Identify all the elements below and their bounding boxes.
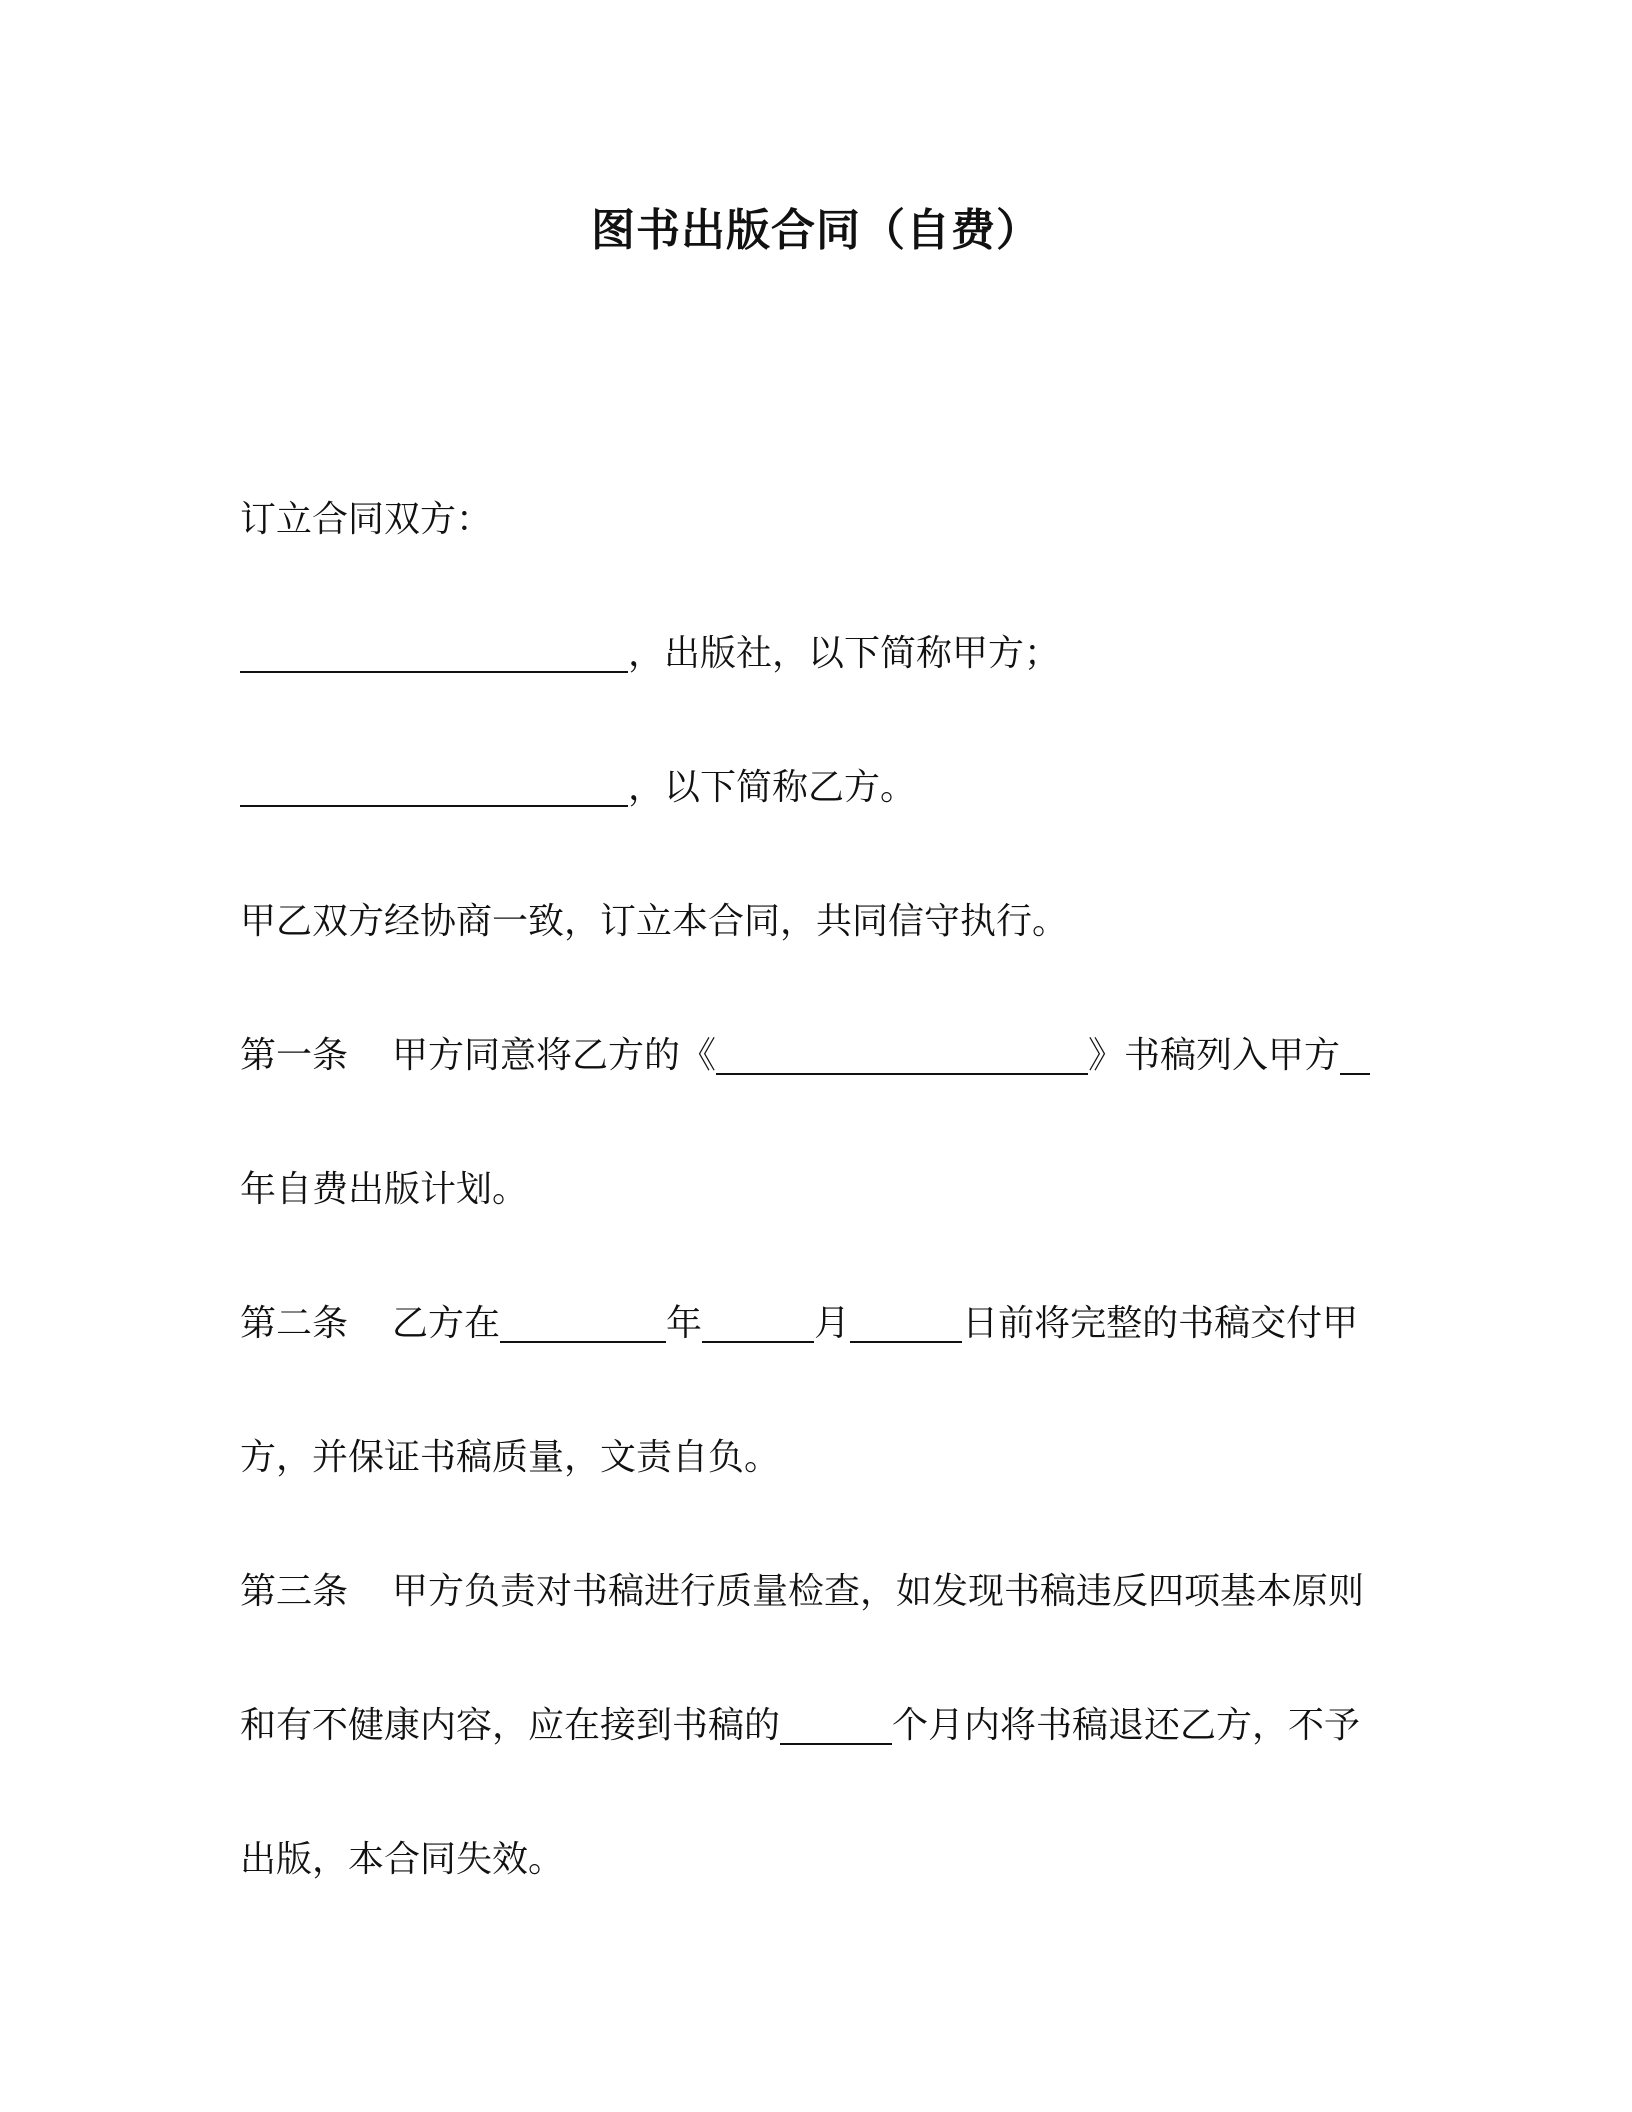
party-b-suffix: ，以下简称乙方。 — [628, 767, 917, 808]
article-3-line-1 — [240, 1568, 1364, 1616]
article-3-text-before: 和有不健康内容，应在接到书稿的 — [240, 1705, 781, 1746]
article-2-text-after: 日前将完整的书稿交付甲 — [962, 1303, 1359, 1344]
delivery-month-blank[interactable] — [702, 1301, 814, 1343]
party-a-blank[interactable] — [240, 631, 628, 673]
plan-year-blank[interactable] — [1340, 1033, 1370, 1075]
delivery-day-blank[interactable] — [850, 1301, 962, 1343]
article-2-label: 第二条 — [240, 1303, 349, 1344]
article-1-label: 第一条 — [240, 1035, 349, 1076]
party-a-suffix: ，出版社，以下简称甲方； — [628, 633, 1061, 674]
article-3-text-after: 个月内将书稿退还乙方，不予 — [892, 1705, 1361, 1746]
document-title: 图书出版合同（自费） — [591, 205, 1041, 256]
agreement-line: 甲乙双方经协商一致，订立本合同，共同信守执行。 — [240, 901, 1069, 942]
book-title-blank[interactable] — [716, 1033, 1088, 1075]
article-1-line-2: 年自费出版计划。 — [240, 1169, 529, 1210]
party-b-blank[interactable] — [240, 765, 628, 807]
month-label: 月 — [814, 1303, 851, 1344]
return-months-blank[interactable] — [780, 1703, 892, 1745]
article-2-text-before: 乙方在 — [392, 1303, 501, 1344]
party-b-line — [240, 764, 916, 812]
article-2-line-2: 方，并保证书稿质量，文责自负。 — [240, 1437, 781, 1478]
article-2-line-1 — [240, 1300, 1358, 1348]
year-label: 年 — [666, 1303, 703, 1344]
article-3-line-3: 出版，本合同失效。 — [240, 1839, 565, 1880]
article-3-text: 甲方负责对书稿进行质量检查，如发现书稿违反四项基本原则 — [392, 1571, 1365, 1612]
article-1-text-after: 》书稿列入甲方 — [1088, 1035, 1341, 1076]
article-1-text-before: 甲方同意将乙方的《 — [392, 1035, 717, 1076]
delivery-year-blank[interactable] — [500, 1301, 666, 1343]
article-1-line-1 — [240, 1032, 1370, 1080]
party-a-line — [240, 630, 1060, 678]
parties-heading: 订立合同双方： — [240, 499, 493, 540]
article-3-line-2 — [240, 1702, 1360, 1750]
article-3-label: 第三条 — [240, 1571, 349, 1612]
